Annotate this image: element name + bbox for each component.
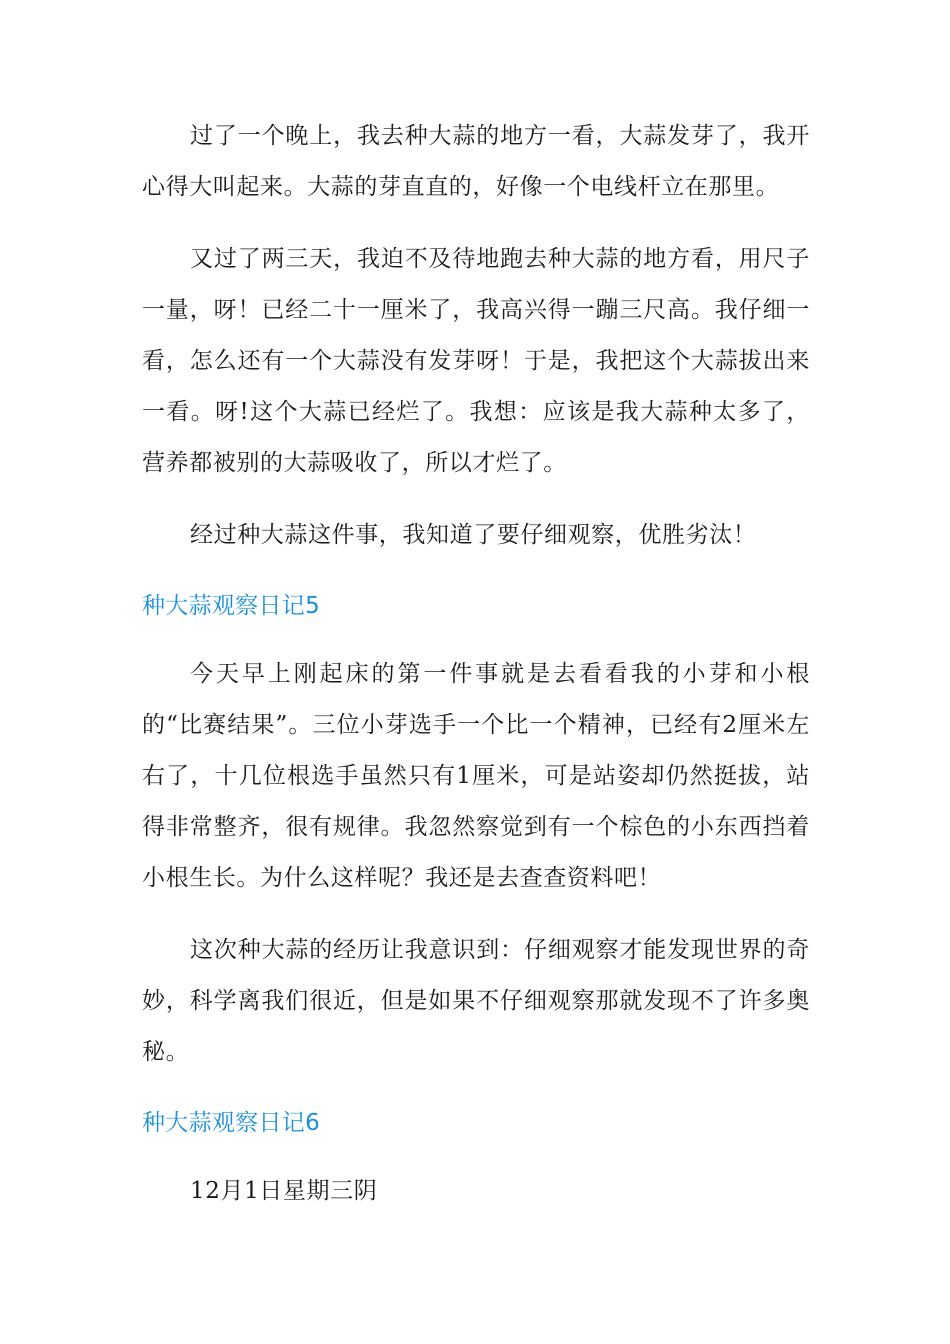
paragraph: 过了一个晚上，我去种大蒜的地方一看，大蒜发芽了，我开心得大叫起来。大蒜的芽直直的，好像一个电线杆立在那里。 [142, 123, 810, 200]
document-body [142, 111, 810, 1217]
paragraph: 今天早上刚起床的第一件事就是去看看我的小芽和小根的“比赛结果”。三位小芽选手一个比一个精神，已经有2厘米左右了，十几位根选手虽然只有1厘米，可是站姿却仍然挺拔，站得非常整齐，很有规律。我忽然察觉到有一个棕色的小东西挡着小根生长。为什么这样呢？我还是去查查资料吧！ [142, 661, 810, 891]
section-heading: 种大蒜观察日记6 [142, 1110, 321, 1136]
paragraph: 这次种大蒜的经历让我意识到：仔细观察才能发现世界的奇妙，科学离我们很近，但是如果不仔细观察那就发现不了许多奥秘。 [142, 937, 810, 1065]
date-line: 12月1日星期三阴 [190, 1178, 378, 1204]
section-heading: 种大蒜观察日记5 [142, 593, 321, 619]
paragraph: 经过种大蒜这件事，我知道了要仔细观察，优胜劣汰！ [190, 522, 757, 548]
paragraph: 又过了两三天，我迫不及待地跑去种大蒜的地方看，用尺子一量，呀！已经二十一厘米了，我高兴得一蹦三尺高。我仔细一看，怎么还有一个大蒜没有发芽呀！于是，我把这个大蒜拔出来一看。呀!这个大蒜已经烂了。我想：应该是我大蒜种太多了，营养都被别的大蒜吸收了，所以才烂了。 [142, 246, 810, 476]
